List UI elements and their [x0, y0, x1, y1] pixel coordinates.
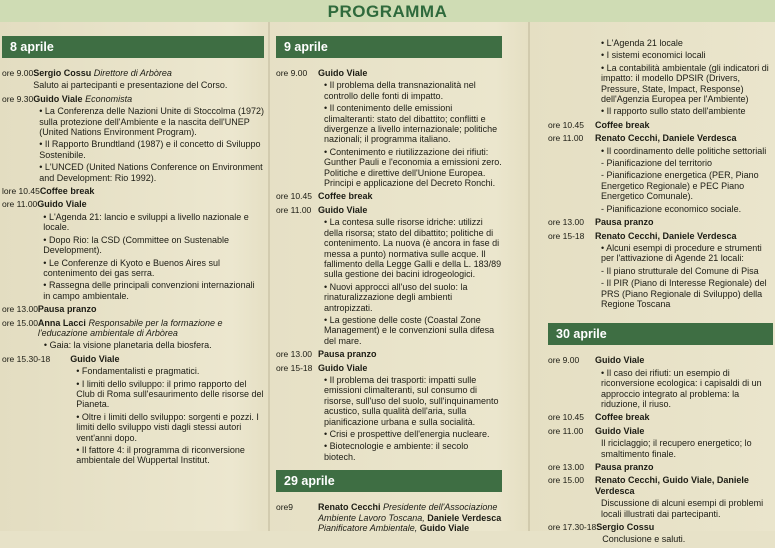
- break-label: Pausa pranzo: [318, 349, 377, 360]
- topic-item: • L'Agenda 21: lancio e sviluppi a livello nazionale e locale.: [43, 211, 249, 233]
- topic-item: • Il problema dei trasporti: impatti sulle emissioni climalteranti, sul consumo di risorse, sull'uso del suolo, sull'inquinamento acustico, sulla qualità dell'aria, sulla pianificazione urbana e sulla socialità.: [324, 374, 499, 427]
- schedule-row: [548, 133, 773, 216]
- schedule-row: [548, 412, 773, 424]
- schedule-row: [548, 217, 773, 229]
- speaker: Guido Viale: [318, 362, 368, 373]
- time: ore9: [276, 502, 294, 513]
- speaker: Anna Lacci: [37, 317, 86, 328]
- fold-line: [528, 0, 530, 531]
- schedule-row: [548, 426, 773, 461]
- schedule-row: [2, 199, 264, 303]
- topic-item: • Dopo Rio: la CSD (Committee on Sustenable Development).: [43, 234, 230, 256]
- time: ore 13.00: [2, 304, 38, 315]
- page-title: PROGRAMMA: [327, 2, 448, 21]
- session-text: Saluto ai partecipanti e presentazione del Corso.: [33, 80, 228, 91]
- schedule-row: [276, 502, 502, 535]
- column-29-30-aprile: [548, 38, 773, 548]
- topic-item: - Pianificazione energetica (PER, Piano Energetico Regionale) e PEC Piano Energetico Comunale).: [601, 170, 759, 202]
- topic-item: - Pianificazione del territorio: [601, 158, 713, 169]
- topic-item: Conclusione e saluti.: [602, 534, 686, 545]
- time: ore 15.00: [2, 317, 38, 328]
- time: ore 9.00: [2, 68, 34, 78]
- topic-item: • Rassegna delle principali convenzioni internazionali in campo ambientale.: [43, 280, 255, 301]
- schedule-row: [548, 475, 773, 521]
- topic-item: • L'Agenda 21 locale: [601, 38, 683, 48]
- break-label: Pausa pranzo: [595, 217, 654, 228]
- speaker-role: Responsabile per la formazione e l'educazione ambientale di Arbòrea: [37, 317, 223, 338]
- speaker-role: Economista: [85, 93, 133, 104]
- speaker: Renato Cecchi, Daniele Verdesca: [595, 230, 737, 241]
- speaker: Renato Cecchi: [318, 502, 381, 513]
- topic-item: - Il PIR (Piano di Interesse Regionale) del PRS (Piano Regionale di Sviluppo) della Regione Toscana: [601, 278, 767, 309]
- topic-item: - Pianificazione economico sociale.: [601, 203, 742, 214]
- schedule-row: [548, 38, 773, 119]
- topic-item: • Gaia: la visione planetaria della biosfera.: [43, 340, 212, 351]
- break-label: Coffee break: [595, 412, 650, 423]
- topic-item: • Oltre i limiti dello sviluppo: sorgenti e pozzi. I limiti dello sviluppo visti dagli stessi autori vent'anni dopo.: [76, 411, 259, 443]
- time: ore 15-18: [276, 362, 313, 373]
- topic-item: • Il contenimento delle emissioni climalteranti: stato del dibattito; conflitti e divergenze a livello internazionale; politiche nazionali; il programma italiano.: [324, 103, 498, 145]
- topic-item: • La gestione delle coste (Coastal Zone Management) e le convenzioni sulla difesa del mare.: [324, 314, 495, 346]
- time: ore 17.30-18: [548, 522, 597, 533]
- topic-item: • La contabilità ambientale (gli indicatori di impatto: il modello DPSIR (Drivers, Pressure, State, Impact, Response) dell'Agenzia Europea per l'Ambiente): [601, 62, 769, 105]
- break-label: Coffee break: [318, 191, 373, 202]
- topic-item: Il riciclaggio; il recupero energetico; lo smaltimento finale.: [601, 438, 752, 459]
- speaker: Guido Viale: [33, 93, 83, 104]
- break-label: Coffee break: [39, 186, 95, 197]
- speaker: Guido Viale: [318, 204, 368, 215]
- topic-item: • Biotecnologie e ambiente: il secolo biotech.: [324, 441, 469, 462]
- speaker: Daniele Verdesca: [427, 512, 502, 523]
- time: ore 9.00: [548, 355, 580, 366]
- schedule-row: [2, 94, 264, 185]
- schedule-row: [548, 231, 773, 312]
- time: ore 13.00: [276, 349, 312, 360]
- schedule-row: [276, 68, 502, 190]
- speaker: Guido Viale: [318, 68, 368, 78]
- topic-item: • Le Conferenze di Kyoto e Buenos Aires sul contenimento dei gas serra.: [43, 257, 221, 278]
- time: ore 11.00: [2, 199, 38, 210]
- schedule-row: [2, 354, 264, 468]
- time: ore 13.00: [548, 462, 584, 472]
- topic-item: • Il problema della transnazionalità nel controllo delle fonti di impatto.: [324, 80, 476, 101]
- schedule-row: [548, 462, 773, 474]
- day-header: 9 aprile: [276, 36, 502, 58]
- schedule-row: [548, 355, 773, 411]
- day-header: 29 aprile: [276, 470, 502, 492]
- topic-item: • Il fattore 4: il programma di riconversione ambientale del Wuppertal Institut.: [76, 445, 245, 466]
- speaker: Guido Viale: [419, 523, 470, 534]
- topic-item: • Il caso dei rifiuti: un esempio di riconversione ecologica: i capisaldi di un approccio integrato al problema: la riduzione, il riuso.: [601, 367, 762, 409]
- column-9-aprile: [276, 36, 502, 536]
- schedule-row: [548, 120, 773, 132]
- schedule-row: [2, 68, 264, 93]
- speaker: Sergio Cossu: [33, 68, 92, 78]
- topic-item: • Il rapporto sullo stato dell'ambiente: [601, 106, 746, 117]
- topic-item: • Il Rapporto Brundtland (1987) e il concetto di Sviluppo Sostenibile.: [39, 139, 261, 160]
- time: ore 9.00: [276, 68, 308, 78]
- break-label: Pausa pranzo: [37, 304, 97, 315]
- time: ore 10.45: [548, 119, 584, 130]
- speaker-role: Pianificatore Ambientale,: [318, 523, 418, 534]
- speaker-role: Presidente dell'Associazione Ambiente Lavoro Toscana,: [318, 502, 498, 523]
- topic-item: • Fondamentalisti e pragmatici.: [76, 366, 200, 377]
- topic-item: • L'UNCED (United Nations Conference on Environment and Development: Rio 1992).: [39, 162, 263, 183]
- day-header: 30 aprile: [548, 323, 773, 345]
- topic-item: • I limiti dello sviluppo: il primo rapporto del Club di Roma sull'esaurimento delle risorse del Pianeta.: [76, 378, 264, 410]
- time: ore 15-18: [548, 230, 585, 241]
- speaker-role: Direttore di Arbòrea: [93, 68, 172, 78]
- schedule-row: [2, 304, 264, 316]
- schedule-row: [548, 522, 773, 547]
- speaker: Guido Viale: [595, 355, 645, 366]
- time: ore 11.00: [548, 133, 584, 144]
- time: ore 13.00: [548, 217, 584, 228]
- column-8-aprile: [2, 36, 264, 469]
- time: ore 9.30: [2, 93, 34, 104]
- schedule-row: [276, 349, 502, 361]
- schedule-row: [276, 363, 502, 465]
- topic-item: • Crisi e prospettive dell'energia nucleare.: [324, 429, 490, 439]
- speaker: Guido Viale: [37, 199, 87, 210]
- topic-item: - Il piano strutturale del Comune di Pisa: [601, 265, 759, 276]
- time: lore 10.45: [2, 186, 40, 197]
- topic-item: • Contenimento e riutilizzazione dei rifiuti: Gunther Pauli e l'economia a emissioni zero. Politiche e direttive dell'Unione Europea. Principi e applicazione del Decreto Ronchi.: [324, 146, 502, 189]
- schedule-row: [276, 205, 502, 348]
- topic-item: Discussione di alcuni esempi di problemi locali illustrati dai partecipanti.: [601, 498, 764, 519]
- topic-item: • Il coordinamento delle politiche settoriali: [601, 145, 767, 156]
- break-label: Coffee break: [595, 119, 650, 130]
- time: ore 15.00: [548, 475, 584, 486]
- topic-item: • Nuovi approcci all'uso del suolo: la rinaturalizzazione degli ambienti antropizzati.: [324, 281, 468, 313]
- speaker: Guido Viale: [595, 425, 645, 436]
- time: ore 15.30-18: [2, 353, 51, 364]
- fold-line: [268, 0, 270, 531]
- topic-item: • La Conferenza delle Nazioni Unite di Stoccolma (1972) sulla protezione dell'Ambiente e la nascita dell'UNEP (United Nations Environment Program).: [39, 106, 264, 138]
- day-header: 8 aprile: [2, 36, 264, 58]
- topic-item: • La contesa sulle risorse idriche: utilizzi della risorsa; stato del dibattito; politiche di contenimento. La nuova (è ancora in fase di messa a punto) normativa sulle acque. Il fallimento della Legge Galli e della L. 183/89 sulla gestione dei bacini idrogeologici.: [324, 217, 502, 280]
- time: ore 10.45: [548, 412, 584, 423]
- schedule-row: [2, 318, 264, 353]
- time: ore 10.45: [276, 191, 312, 202]
- schedule-row: [2, 186, 264, 198]
- schedule-row: [276, 191, 502, 203]
- break-label: Pausa pranzo: [595, 462, 654, 472]
- topic-item: • I sistemi economici locali: [601, 50, 706, 61]
- speaker: Renato Cecchi, Daniele Verdesca: [595, 133, 737, 144]
- topic-item: • Alcuni esempi di procedure e strumenti per l'attivazione di Agende 21 locali:: [601, 242, 762, 264]
- speaker: Renato Cecchi, Guido Viale, Daniele Verdesca: [595, 475, 749, 496]
- time: ore 11.00: [276, 204, 312, 215]
- time: ore 11.00: [548, 425, 584, 436]
- speaker: Guido Viale: [70, 353, 120, 364]
- speaker: Sergio Cossu: [596, 522, 655, 533]
